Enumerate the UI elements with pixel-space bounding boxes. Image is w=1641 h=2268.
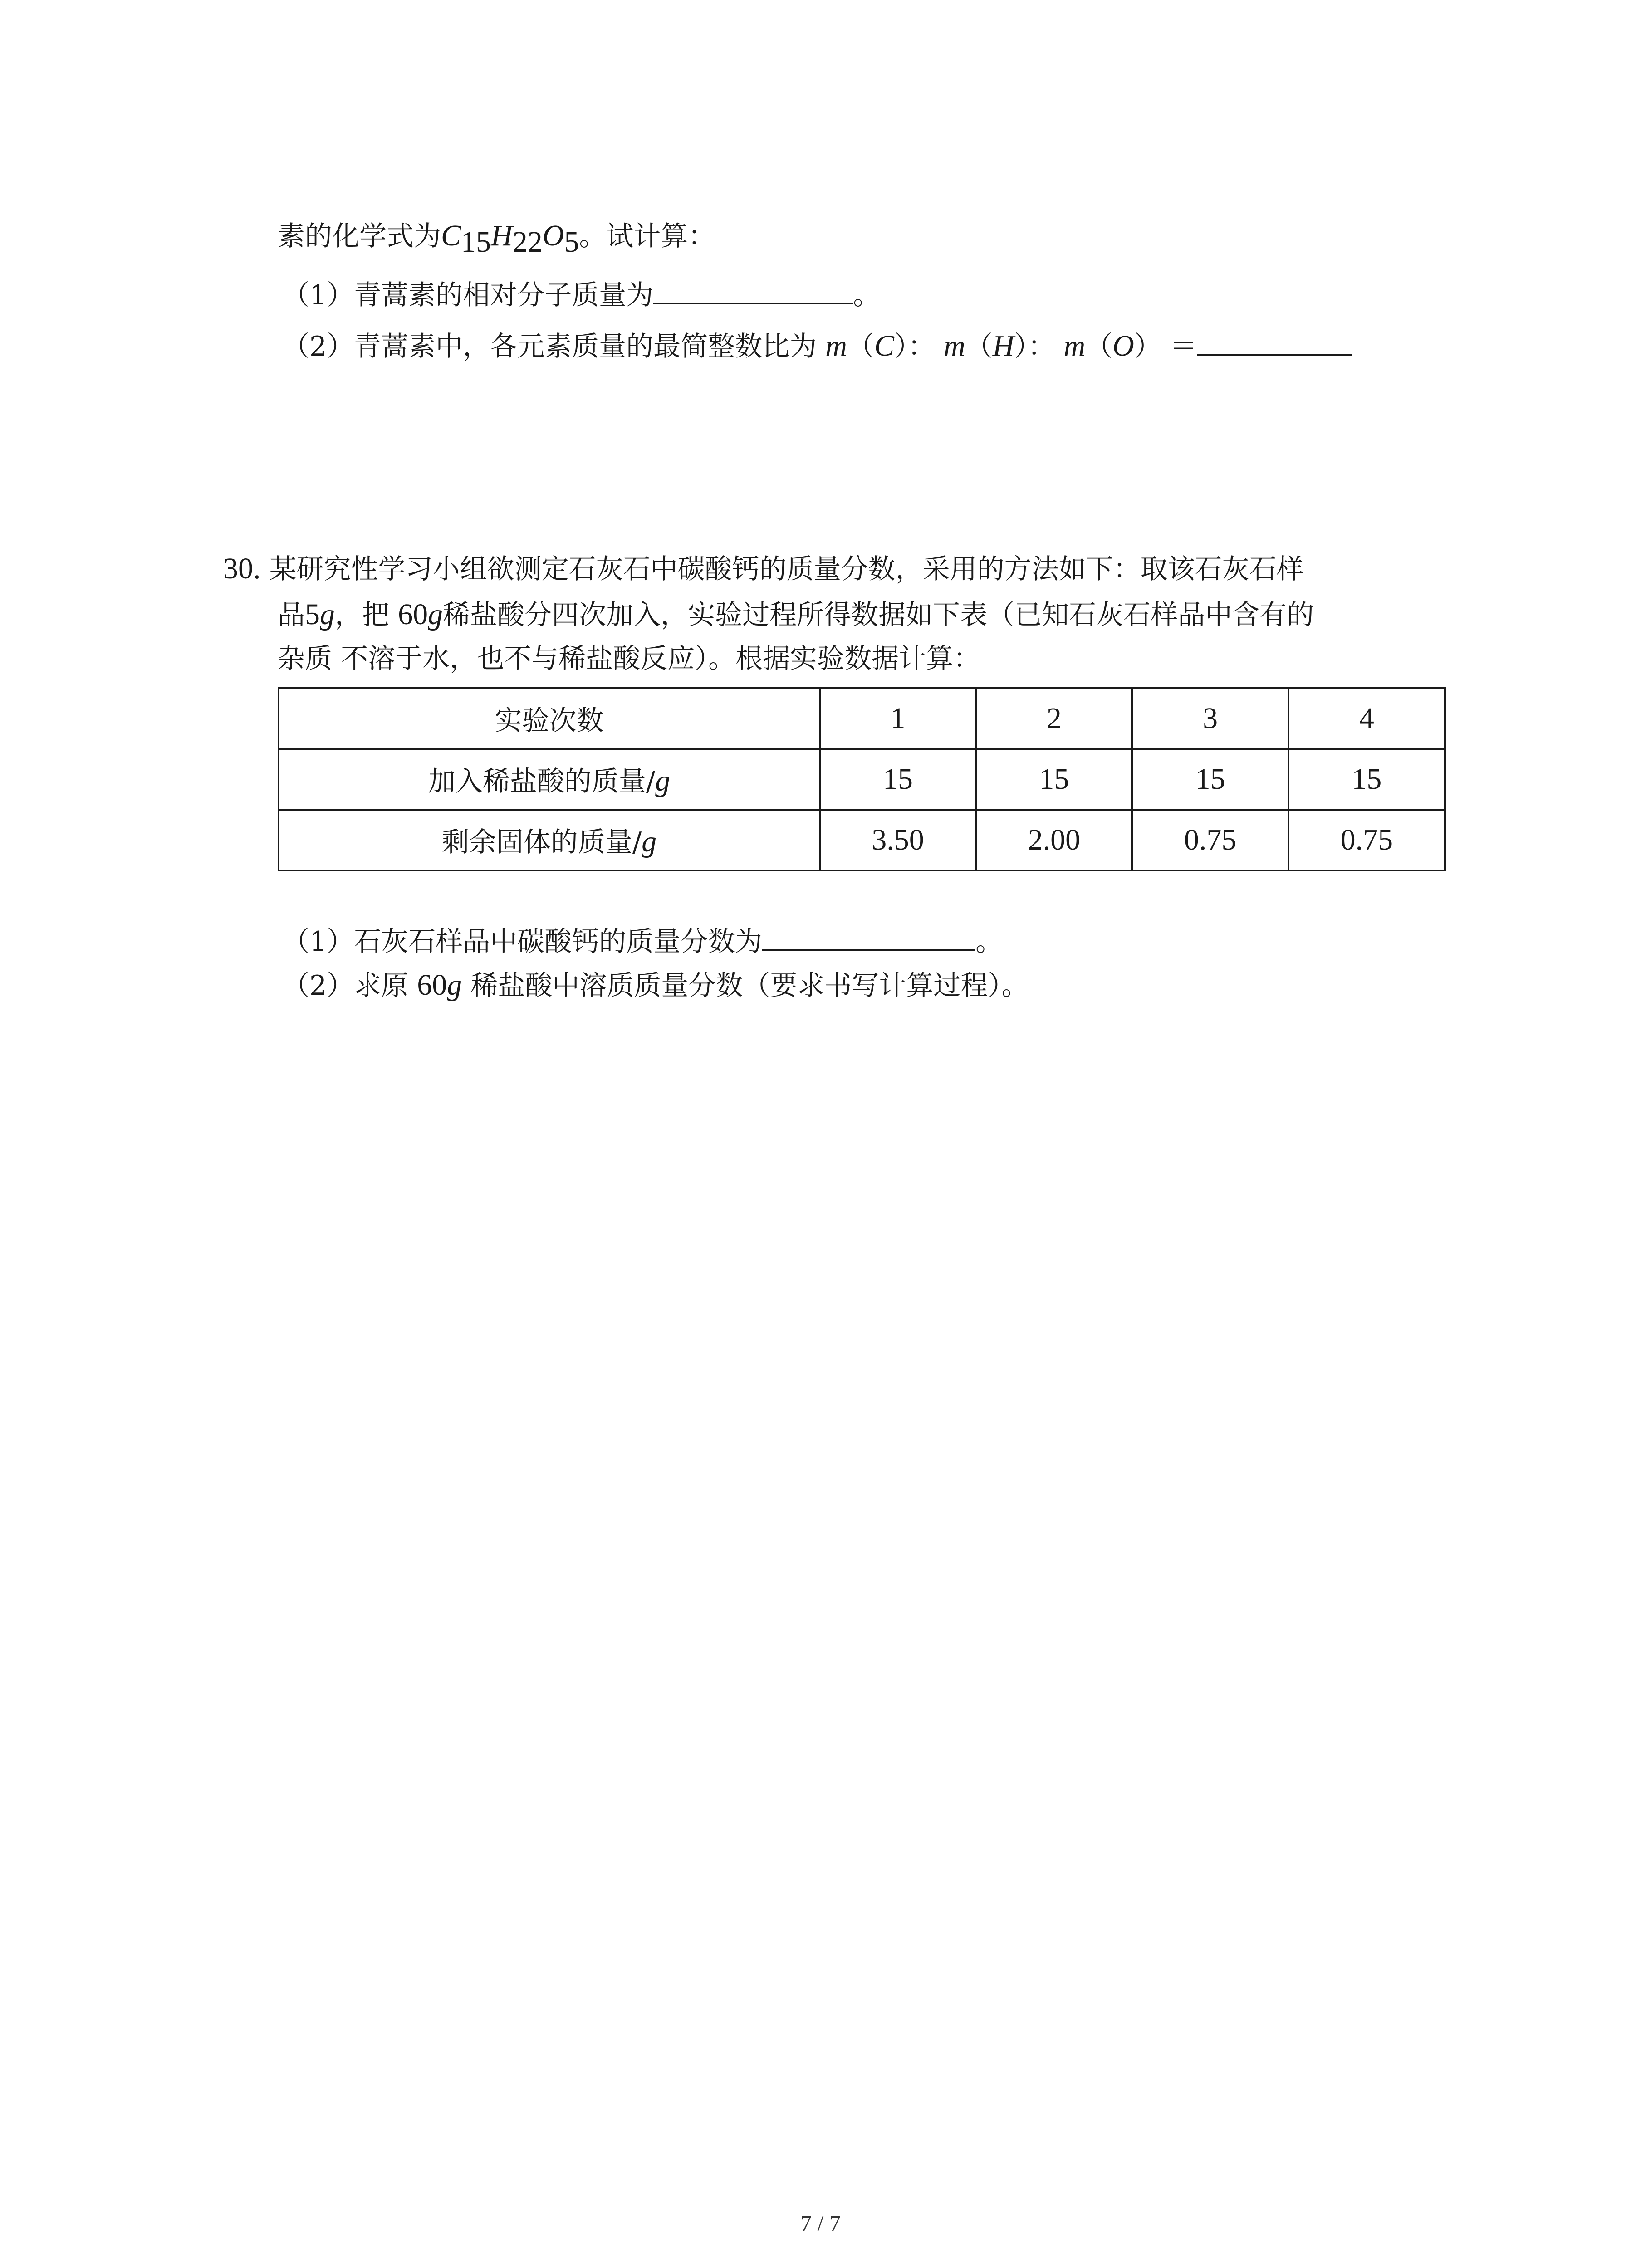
ratio-equals: ＝ xyxy=(1170,331,1197,362)
row-label-remaining-solid xyxy=(279,810,820,870)
row-label-text: 剩余固体的质量/ xyxy=(441,826,642,858)
ratio-lp: （ xyxy=(965,331,993,362)
q30-line1-text: 某研究性学习小组欲测定石灰石中碳酸钙的质量分数，采用的方法如下：取该石灰石样 xyxy=(269,553,1304,585)
ratio-colon: ： xyxy=(1028,331,1055,362)
ratio-c: C xyxy=(874,329,894,362)
q30-sub2-b: 稀盐酸中溶质质量分数（要求书写计算过程）。 xyxy=(462,970,1029,1002)
ratio-rp: ） xyxy=(1014,331,1028,362)
q30-line2 xyxy=(278,596,1314,634)
table-row-remaining-solid xyxy=(279,810,1445,870)
q30-line3-text: 杂质 不溶于水，也不与稀盐酸反应）。根据实验数据计算： xyxy=(278,643,981,675)
solid-mass-value: 0.75 xyxy=(1288,810,1445,870)
table-row-acid-mass xyxy=(279,749,1445,810)
row-label-text: 加入稀盐酸的质量/ xyxy=(428,766,656,797)
formula-h-sub: 22 xyxy=(512,225,543,259)
ratio-m-c: m xyxy=(825,329,847,362)
solid-mass-value: 3.50 xyxy=(820,810,976,870)
ratio-m-h: m xyxy=(944,329,965,362)
acid-mass-value: 15 xyxy=(820,749,976,810)
q30-line2-b: ，把 xyxy=(335,599,398,631)
q29-intro xyxy=(278,217,715,259)
q30-line1 xyxy=(223,550,1304,588)
acid-mass-value: 15 xyxy=(1288,749,1445,810)
ratio-m-o: m xyxy=(1063,329,1086,362)
q30-sub2-a: （2）求原 xyxy=(282,970,417,1002)
q30-sub2 xyxy=(282,966,1029,1005)
q30-line3 xyxy=(278,640,980,678)
formula-c: C xyxy=(441,219,461,252)
trial-number: 3 xyxy=(1132,688,1288,749)
answer-blank-mass-ratio[interactable] xyxy=(1197,326,1352,356)
acid-mass: 60 xyxy=(398,598,428,631)
q30-sub1-prefix: （1）石灰石样品中碳酸钙的质量分数为 xyxy=(282,926,763,958)
row-label-acid-mass xyxy=(279,749,820,810)
acid-mass-value: 15 xyxy=(976,749,1132,810)
page-number: 7 / 7 xyxy=(800,2210,841,2236)
ratio-rp: ） xyxy=(894,331,908,362)
acid-mass-value: 15 xyxy=(1132,749,1288,810)
q29-sub1-prefix: （1）青蒿素的相对分子质量为 xyxy=(282,279,654,311)
unit-g: g xyxy=(655,764,671,797)
solid-mass-value: 2.00 xyxy=(976,810,1132,870)
ratio-o: O xyxy=(1112,329,1134,362)
ratio-rp: ） xyxy=(1134,331,1161,362)
table-header-label: 实验次数 xyxy=(279,688,820,749)
ratio-colon: ： xyxy=(907,331,935,362)
ratio-lp: （ xyxy=(1085,331,1113,362)
q30-line2-a: 品 xyxy=(278,599,305,631)
q30-sub1 xyxy=(282,921,1003,961)
formula-o-sub: 5 xyxy=(564,225,579,259)
ratio-lp: （ xyxy=(847,331,874,362)
q30-number: 30. xyxy=(223,552,261,585)
q30-sub1-suffix: 。 xyxy=(975,926,1003,958)
trial-number: 2 xyxy=(976,688,1132,749)
ratio-h: H xyxy=(992,329,1014,362)
unit-g: g xyxy=(642,825,657,858)
q29-sub1-suffix: 。 xyxy=(853,279,881,311)
q29-sub1 xyxy=(282,274,880,314)
acid-mass: 60 xyxy=(417,968,447,1002)
q29-sub2-prefix: （2）青蒿素中，各元素质量的最简整数比为 xyxy=(282,331,817,362)
unit-g: g xyxy=(320,598,335,631)
table-row-trials xyxy=(279,688,1445,749)
trial-number: 4 xyxy=(1288,688,1445,749)
trial-number: 1 xyxy=(820,688,976,749)
formula-h: H xyxy=(491,219,513,252)
experiment-data-table xyxy=(278,687,1446,871)
unit-g: g xyxy=(447,968,462,1002)
answer-blank-molecular-mass[interactable] xyxy=(653,274,853,304)
answer-blank-caco3-fraction[interactable] xyxy=(762,921,975,951)
q29-intro-suffix: 。试计算： xyxy=(579,220,715,252)
q29-sub2 xyxy=(282,326,1352,366)
solid-mass-value: 0.75 xyxy=(1132,810,1288,870)
sample-mass: 5 xyxy=(305,598,320,631)
q30-line2-c: 稀盐酸分四次加入，实验过程所得数据如下表（已知石灰石样品中含有的 xyxy=(443,599,1314,631)
formula-o: O xyxy=(542,219,564,252)
formula-c-sub: 15 xyxy=(461,225,491,259)
unit-g: g xyxy=(428,598,443,631)
q29-intro-text: 素的化学式为 xyxy=(278,220,441,252)
